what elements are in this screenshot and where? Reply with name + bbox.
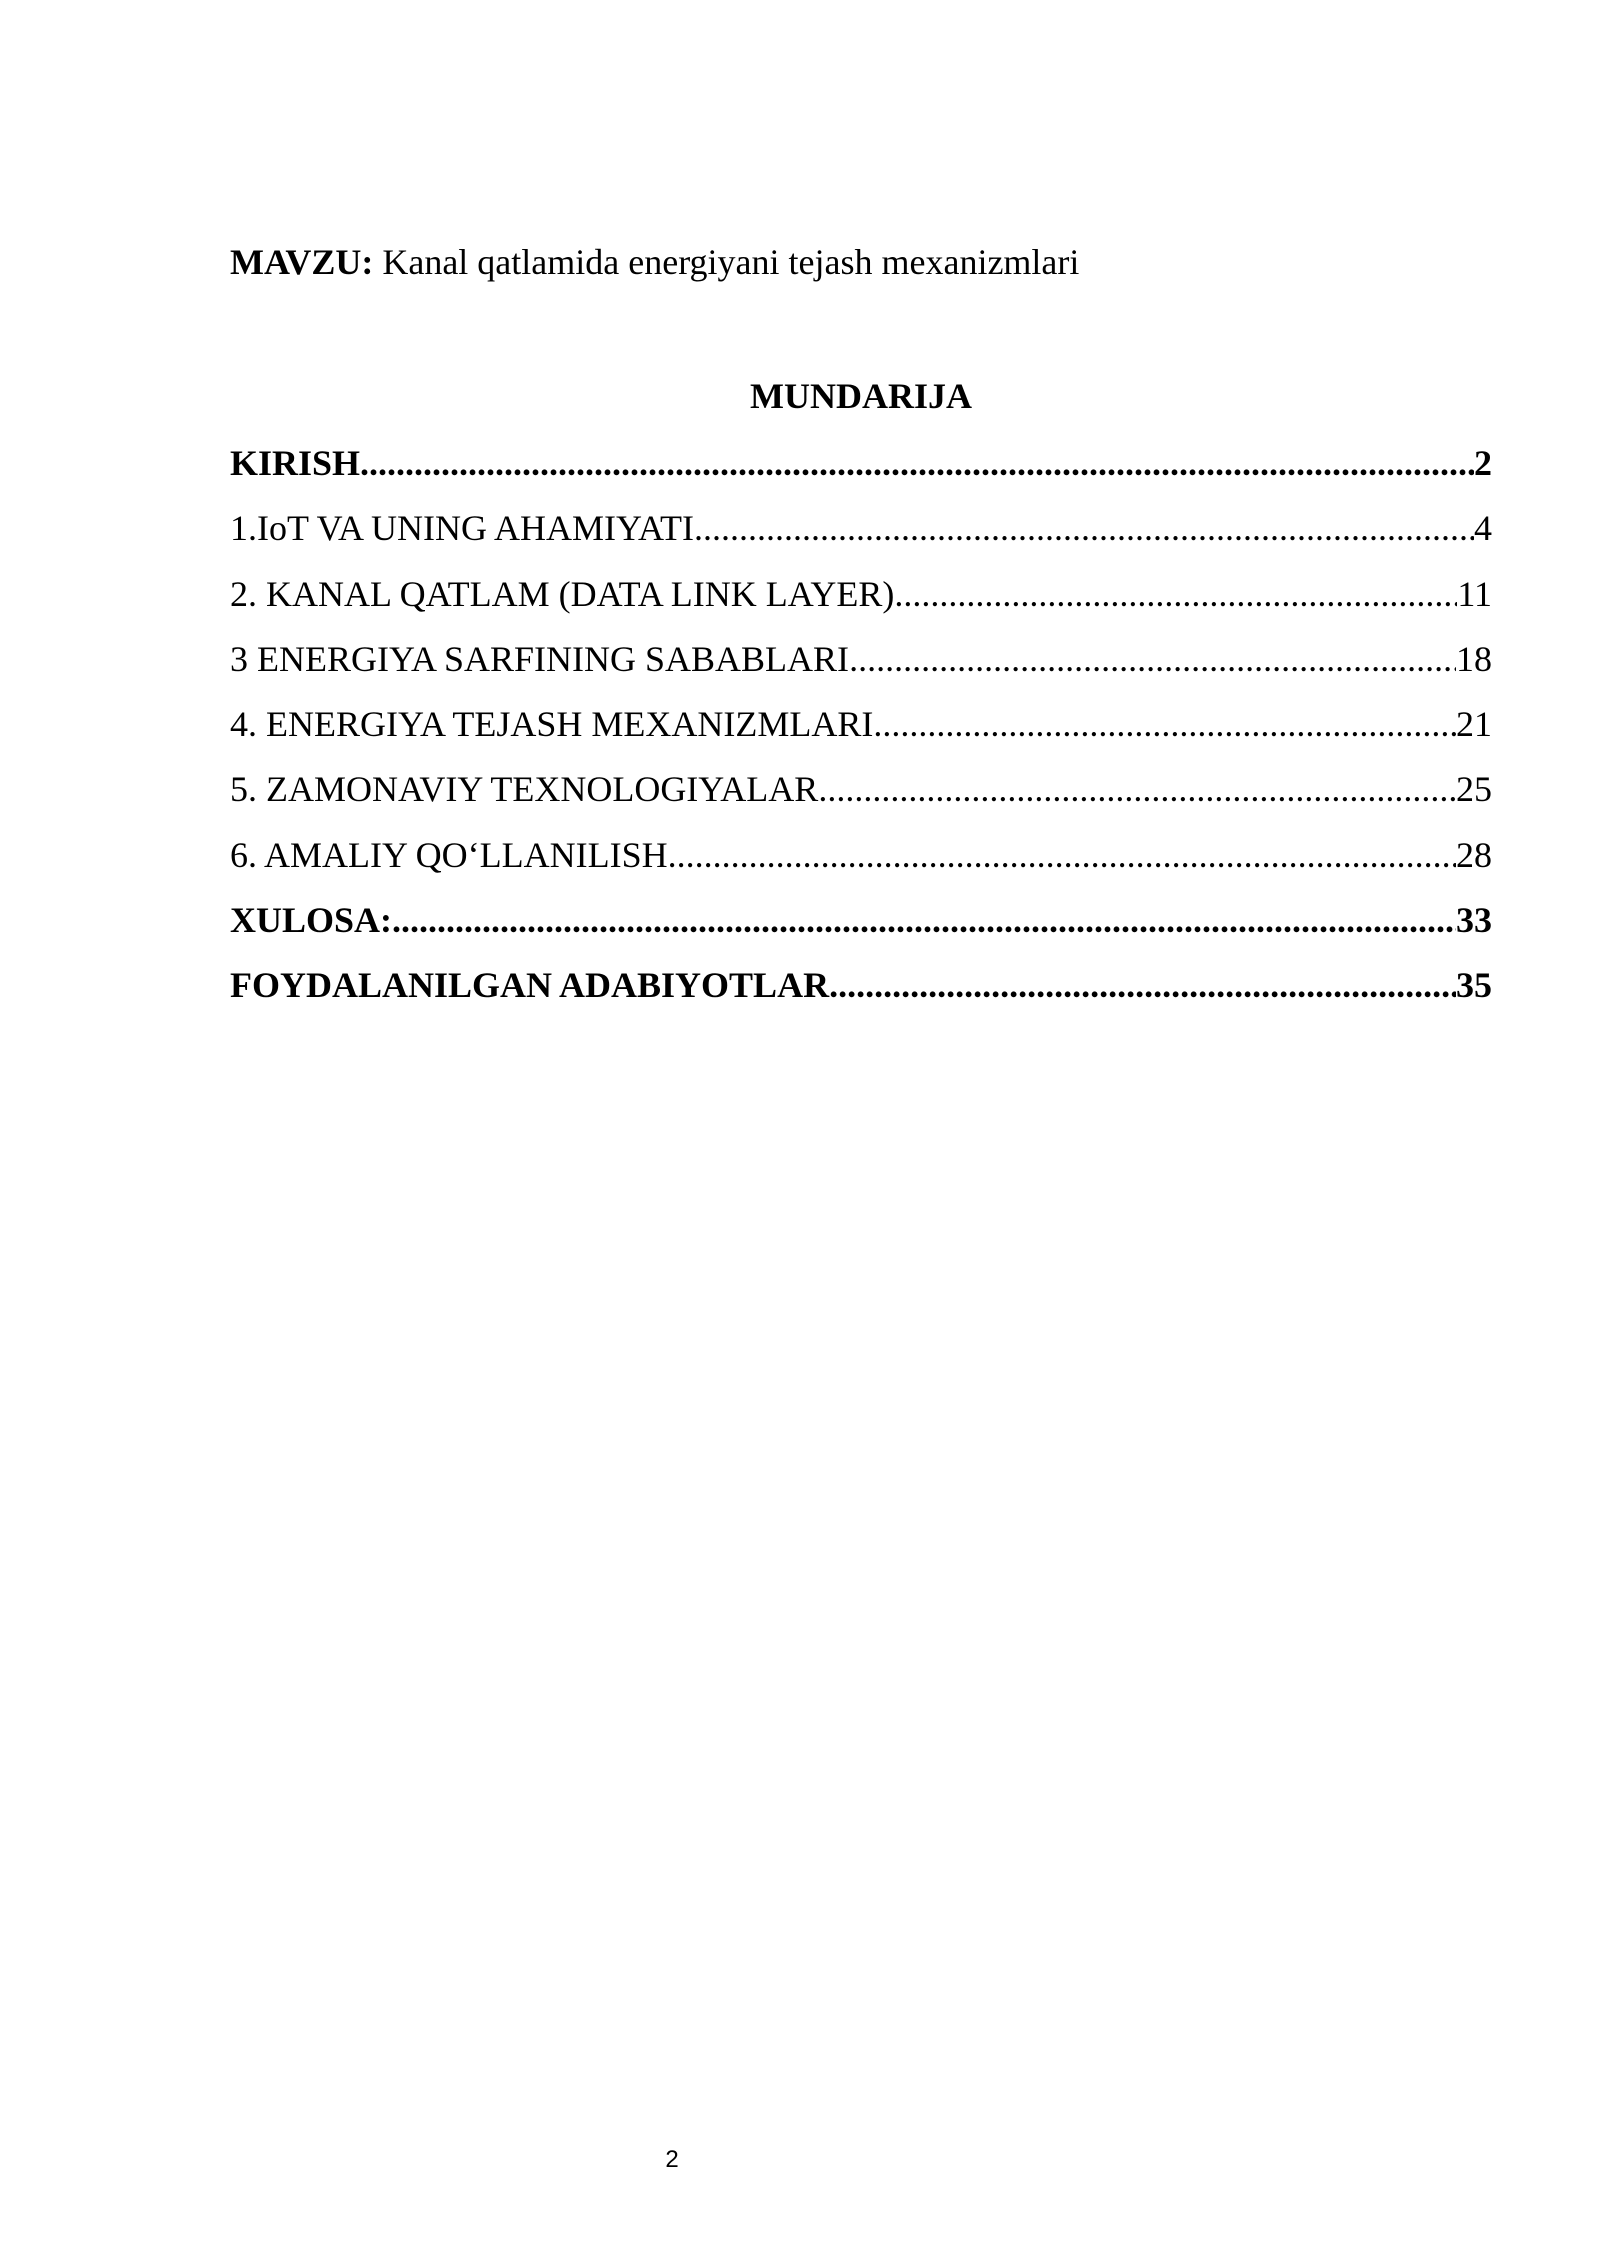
dot-leader <box>849 637 1456 681</box>
toc-entry-page: 2 <box>1474 443 1492 483</box>
topic-text: Kanal qatlamida energiyani tejash mexanizmlari <box>382 242 1080 282</box>
dot-leader <box>894 572 1457 616</box>
topic-line <box>230 240 1079 284</box>
toc-entry-adabiyotlar[interactable] <box>230 963 1492 1028</box>
dot-leader <box>829 963 1456 1007</box>
toc-entry-amaliy[interactable] <box>230 833 1492 898</box>
dot-leader <box>694 506 1474 550</box>
toc-entry-page: 25 <box>1456 769 1492 810</box>
toc-entry-page: 11 <box>1457 573 1492 614</box>
toc-entry-energiya-tejash[interactable] <box>230 702 1492 767</box>
toc-entry-page: 33 <box>1456 900 1492 941</box>
table-of-contents <box>230 441 1492 1029</box>
toc-entry-page: 18 <box>1456 638 1492 679</box>
dot-leader <box>818 767 1456 811</box>
toc-entry-label: 2. KANAL QATLAM (DATA LINK LAYER) <box>230 573 895 614</box>
dot-leader <box>873 702 1456 746</box>
toc-entry-label: KIRISH <box>230 443 361 483</box>
toc-entry-label: 4. ENERGIYA TEJASH MEXANIZMLARI <box>230 704 874 745</box>
toc-entry-label: 3 ENERGIYA SARFINING SABABLARI <box>230 638 850 679</box>
toc-title: MUNDARIJA <box>750 376 972 416</box>
toc-entry-kanal-qatlam[interactable] <box>230 572 1492 637</box>
toc-entry-label: FOYDALANILGAN ADABIYOTLAR <box>230 965 830 1006</box>
page-number: 2 <box>665 2146 679 2173</box>
toc-entry-label: 5. ZAMONAVIY TEXNOLOGIYALAR <box>230 769 819 810</box>
toc-entry-zamonaviy[interactable] <box>230 767 1492 832</box>
toc-entry-iot[interactable] <box>230 506 1492 571</box>
toc-entry-label: XULOSA: <box>230 900 393 941</box>
toc-entry-kirish[interactable] <box>230 441 1492 506</box>
dot-leader <box>392 898 1456 942</box>
toc-entry-energiya-sarfi[interactable] <box>230 637 1492 702</box>
toc-entry-page: 28 <box>1456 834 1492 875</box>
toc-entry-page: 35 <box>1456 965 1492 1006</box>
topic-label: MAVZU: <box>230 242 374 282</box>
toc-entry-label: 1.IoT VA UNING AHAMIYATI <box>230 508 695 549</box>
toc-entry-xulosa[interactable] <box>230 898 1492 963</box>
toc-entry-label: 6. AMALIY QO‘LLANILISH <box>230 834 668 875</box>
toc-entry-page: 21 <box>1456 704 1492 745</box>
dot-leader <box>360 441 1474 485</box>
dot-leader <box>668 833 1456 877</box>
toc-entry-page: 4 <box>1474 508 1492 549</box>
